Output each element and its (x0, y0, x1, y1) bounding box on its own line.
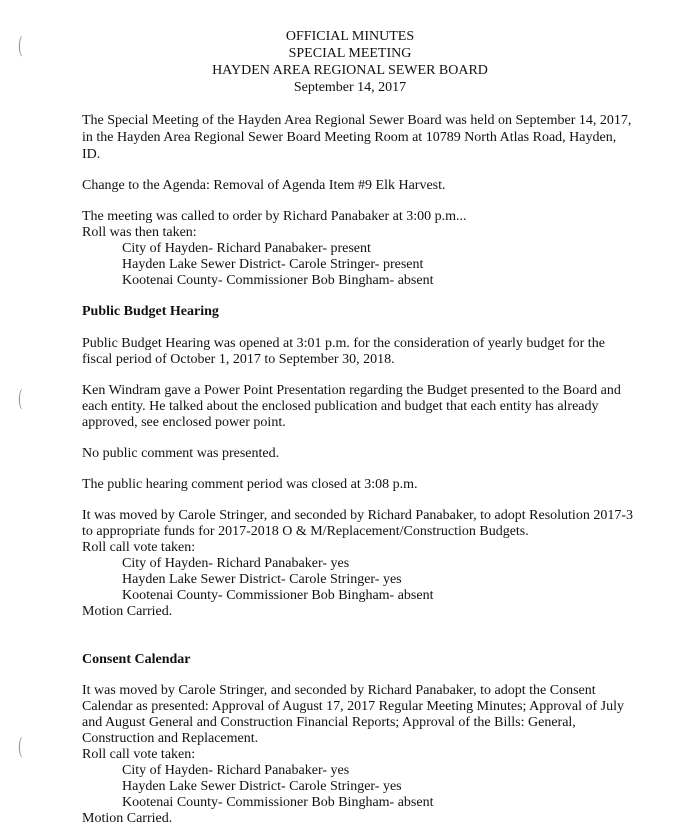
punch-hole-mark-middle: ( (17, 387, 23, 412)
consent-motion-line: Construction and Replacement. (82, 731, 259, 746)
intro-line: ID. (82, 147, 101, 162)
public-comment: No public comment was presented. (82, 446, 280, 461)
header-organization: HAYDEN AREA REGIONAL SEWER BOARD (212, 63, 488, 78)
section-heading-budget: Public Budget Hearing (82, 304, 219, 319)
punch-hole-mark-top: ( (17, 34, 23, 59)
roll-call-label: Roll call vote taken: (82, 540, 196, 555)
consent-motion-line: Calendar as presented: Approval of August 17, 2017 Regular Meeting Minutes; Approval of July (82, 699, 625, 714)
presentation-line: each entity. He talked about the enclosed publication and budget that each entity has already (82, 399, 599, 414)
vote-item: Hayden Lake Sewer District- Carole Stringer- yes (122, 779, 402, 794)
agenda-change: Change to the Agenda: Removal of Agenda Item #9 Elk Harvest. (82, 178, 446, 193)
budget-paragraph-line: Public Budget Hearing was opened at 3:01 p.m. for the consideration of yearly budget for the (82, 336, 605, 351)
consent-motion-line: It was moved by Carole Stringer, and seconded by Richard Panabaker, to adopt the Consent (82, 683, 596, 698)
vote-item: Kootenai County- Commissioner Bob Bingham- absent (122, 795, 434, 810)
presentation-line: approved, see enclosed power point. (82, 415, 286, 430)
motion-carried: Motion Carried. (82, 604, 173, 619)
roll-item: City of Hayden- Richard Panabaker- present (122, 241, 371, 256)
presentation-line: Ken Windram gave a Power Point Presentation regarding the Budget presented to the Board and (82, 383, 621, 398)
header-date: September 14, 2017 (293, 80, 407, 95)
roll-taken: Roll was then taken: (82, 225, 197, 240)
vote-item: City of Hayden- Richard Panabaker- yes (122, 556, 350, 571)
vote-item: City of Hayden- Richard Panabaker- yes (122, 763, 350, 778)
vote-item: Hayden Lake Sewer District- Carole Stringer- yes (122, 572, 402, 587)
resolution-motion-line: It was moved by Carole Stringer, and seconded by Richard Panabaker, to adopt Resolution 2017-3 (82, 508, 633, 523)
vote-item: Kootenai County- Commissioner Bob Bingham- absent (122, 588, 434, 603)
roll-call-label: Roll call vote taken: (82, 747, 196, 762)
header-title: OFFICIAL MINUTES (285, 29, 415, 44)
section-heading-consent: Consent Calendar (82, 652, 191, 667)
roll-item: Hayden Lake Sewer District- Carole Stringer- present (122, 257, 424, 272)
roll-item: Kootenai County- Commissioner Bob Bingham- absent (122, 273, 434, 288)
consent-motion-line: and August General and Construction Financial Reports; Approval of the Bills: General, (82, 715, 576, 730)
motion-carried: Motion Carried. (82, 811, 173, 826)
header-meeting-type: SPECIAL MEETING (288, 46, 412, 61)
hearing-closed: The public hearing comment period was closed at 3:08 p.m. (82, 477, 418, 492)
call-to-order: The meeting was called to order by Richard Panabaker at 3:00 p.m... (82, 209, 467, 224)
intro-line: The Special Meeting of the Hayden Area Regional Sewer Board was held on September 14, 2017, (82, 113, 632, 128)
punch-hole-mark-bottom: ( (17, 735, 23, 760)
document-header (0, 28, 700, 96)
resolution-motion-line: to appropriate funds for 2017-2018 O & M/Replacement/Construction Budgets. (82, 524, 529, 539)
intro-line: in the Hayden Area Regional Sewer Board Meeting Room at 10789 North Atlas Road, Hayden, (82, 130, 617, 145)
budget-paragraph-line: fiscal period of October 1, 2017 to September 30, 2018. (82, 352, 395, 367)
